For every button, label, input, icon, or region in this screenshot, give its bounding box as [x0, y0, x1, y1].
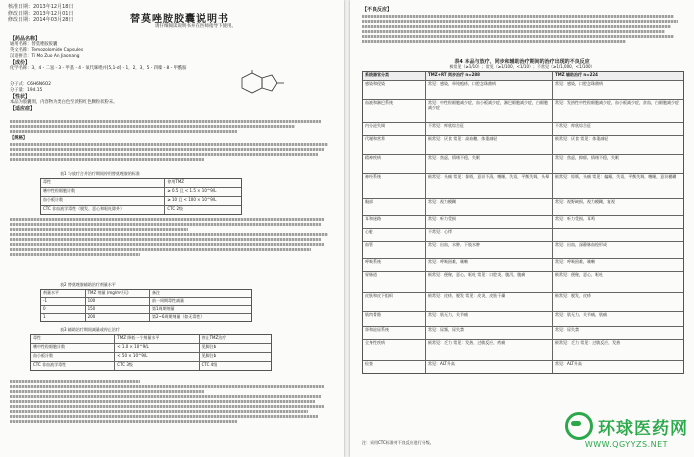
- document-title: 替莫唑胺胶囊说明书: [130, 14, 229, 25]
- table-cell: 嗜中性粒细胞计数: [31, 344, 115, 352]
- revision-date-line: 修改日期：2014年03月28日: [8, 17, 74, 23]
- reaction-cell: 常见：肌无力，关节痛: [426, 312, 553, 326]
- table-row: [363, 272, 683, 293]
- table-cell: 备注: [151, 290, 160, 295]
- approval-dates: [8, 4, 73, 24]
- organ-class-cell: 耳和迷路: [363, 216, 426, 228]
- organ-class-cell: 内分泌失调: [363, 123, 426, 135]
- table2-caption: 表2 替莫唑胺辅助治疗剂量水平: [60, 282, 116, 287]
- chemical-name: 化学名称：3，4 - 二氢 - 3 - 甲基 - 4 - 氧代咪唑并[5,1-d] - 1，2，3，5 - 四嗪 - 8 - 甲酰胺: [10, 66, 187, 71]
- organ-class-cell: 精神疾病: [363, 155, 426, 173]
- table-header-cell: TMZ+RT 同步治疗 n=288: [426, 72, 553, 80]
- reaction-cell: 常见：ALT升高: [426, 361, 553, 373]
- reaction-cell: 极常见：惊厥，头痛 常见：偏瘫，失语，平衡失调，嗜睡，意识模糊: [555, 174, 677, 179]
- organ-class-cell: 代谢和营养: [363, 136, 426, 154]
- reaction-cell: 常见：呼吸困难，咳嗽: [426, 259, 553, 271]
- table-row: [363, 174, 683, 199]
- table-cell: 1: [41, 314, 86, 321]
- organ-class-cell: 眼部: [363, 199, 426, 215]
- table-row: [363, 216, 683, 229]
- section-heading: 【规格】: [10, 136, 28, 141]
- table-cell: < 1.0 × 10^9/L: [115, 344, 199, 352]
- organ-class-cell: 呼吸系统: [363, 259, 426, 271]
- table-row: [41, 188, 241, 197]
- revision-date-line: 修改日期：2013年12月01日: [8, 10, 74, 17]
- table-cell: TMZ 降低一个剂量水平: [115, 335, 199, 343]
- table-cell: 第2~6周期剂量（如无毒性）: [151, 314, 205, 319]
- table-row: [363, 312, 683, 327]
- section-heading: 【不良反应】: [362, 7, 393, 13]
- reaction-cell: 常见：尿失禁: [555, 327, 579, 332]
- reaction-cell: 常见：听力受损: [426, 216, 553, 228]
- table-row: [41, 314, 251, 321]
- reaction-cell: 极常见：脱发，皮疹: [555, 293, 591, 298]
- table-cell: TMZ 剂量 (mg/m²/天): [86, 290, 150, 297]
- reaction-cell: 极常见：乏力 常见：过敏反应，发热: [555, 340, 621, 345]
- table-cell: -1: [41, 298, 86, 305]
- table-cell: CTC 非血液学毒性: [31, 362, 115, 370]
- organ-class-cell: 神经系统: [363, 174, 426, 198]
- organ-class-cell: 肌肉骨骼: [363, 312, 426, 326]
- table-cell: 0: [41, 306, 86, 313]
- organ-class-cell: 肾和泌尿系统: [363, 327, 426, 339]
- reaction-cell: [553, 229, 681, 241]
- table-row: [41, 197, 241, 206]
- table-cell: 血小板计数: [41, 197, 165, 205]
- table-row: [363, 327, 683, 340]
- table3-caption: 表3 辅助治疗期间减量或停止治疗: [60, 327, 120, 332]
- table-cell: CTC 4级: [201, 362, 218, 367]
- table-cell: CTC 2级: [167, 206, 183, 211]
- formula-section: [10, 82, 210, 112]
- properties-text: 本品为胶囊剂，内容物为类白色至淡粉红色颗粒状粉末。: [10, 100, 118, 105]
- organ-class-cell: 血管: [363, 242, 426, 258]
- table-row: [41, 206, 241, 214]
- adverse-reactions-table: [362, 71, 684, 374]
- table-cell: 嗜中性粒细胞计数: [41, 188, 165, 196]
- table-row: [363, 229, 683, 242]
- table-row: [41, 306, 251, 314]
- reaction-cell: 常见：中性粒细胞减少症，血小板减少症，淋巴细胞减少症，白细胞减少症: [426, 100, 553, 122]
- molecular-weight: 分子量：194.15: [10, 88, 43, 93]
- pinyin-name: 汉语拼音：Ti Mo Zuo An Jiaonang: [10, 54, 80, 59]
- table-row: [31, 335, 271, 344]
- table-cell: ≥ 0.5 且 < 1.5 × 10^9/L: [167, 188, 217, 193]
- table-row: [31, 353, 271, 362]
- generic-name: 通用名称：替莫唑胺胶囊: [10, 42, 58, 47]
- body-text: [10, 118, 334, 163]
- reaction-cell: 极常见：皮疹，脱发 常见：皮炎，皮肤干燥: [426, 293, 553, 311]
- table-row: [363, 361, 683, 373]
- reaction-cell: 常见：视野缺损，视力模糊，复视: [555, 199, 615, 204]
- organ-class-cell: 全身性疾病: [363, 340, 426, 360]
- reaction-cell: 极常见：厌食 常见：体重减轻: [555, 136, 609, 141]
- table2: [40, 289, 252, 322]
- molecular-formula: 分子式：C6H6N6O2: [10, 82, 51, 87]
- table-row: [363, 100, 683, 123]
- table3: [30, 334, 272, 371]
- table-cell: 毒性: [41, 179, 165, 187]
- table-cell: < 50 × 10^9/L: [115, 353, 199, 361]
- section-heading: 【成份】: [10, 60, 31, 66]
- table-cell: ≥ 10 且 < 100 × 10^9/L: [167, 197, 217, 202]
- organ-class-cell: 胃肠道: [363, 272, 426, 292]
- watermark-name: 环球医药网: [598, 418, 688, 439]
- table-cell: 剂量水平: [41, 290, 86, 297]
- table-cell: CTC 非血液学毒性（脱发、恶心和呕吐除外）: [41, 206, 165, 214]
- reaction-cell: 极常见：厌食 常见：高血糖，体重减轻: [426, 136, 553, 154]
- table-row: [363, 242, 683, 259]
- reaction-cell: 常见：视力模糊: [426, 199, 553, 215]
- drug-name-section: [10, 36, 230, 72]
- structural-formula: [232, 70, 288, 98]
- table-cell: 血小板计数: [31, 353, 115, 361]
- adverse-table-subtitle: 极常见（≥1/10）；常见（≥1/100，<1/10）；不常见（≥1/1,000，<1/100）: [449, 64, 595, 69]
- reaction-cell: 常见：肌无力，关节痛，肌痛: [555, 312, 607, 317]
- table-row: [363, 81, 683, 100]
- table-row: [41, 298, 251, 306]
- table-cell: 见脚注b: [201, 353, 217, 358]
- table-cell: 毒性: [31, 335, 115, 343]
- table-cell: 第1周期剂量: [151, 306, 175, 311]
- organ-class-cell: 皮肤和皮下组织: [363, 293, 426, 311]
- table-cell: 停用TMZ: [167, 179, 185, 184]
- reaction-cell: 常见：感染，单纯疱疹，口腔念珠菌病: [426, 81, 553, 99]
- section-heading: 【性状】: [10, 94, 31, 100]
- section-heading: 【适应症】: [10, 106, 36, 112]
- table-row: [31, 344, 271, 353]
- table-cell: 150: [86, 306, 150, 313]
- table-cell: 200: [86, 314, 150, 321]
- left-page: [0, 0, 344, 457]
- body-text: [10, 378, 334, 425]
- reaction-cell: 极常见：乏力 常见：发热，过敏反应，疼痛: [426, 340, 553, 360]
- table-row: [363, 340, 683, 361]
- reaction-cell: 常见：焦虑，抑郁，情绪不稳，失眠: [555, 155, 619, 160]
- watermark-url: WWW.QGYYZS.NET: [584, 440, 669, 449]
- table-cell: CTC 3级: [115, 362, 199, 370]
- english-name: 英文名称：Temozolomide Capsules: [10, 48, 84, 53]
- table-row: [363, 259, 683, 272]
- reaction-cell: 不常见：库欣综合征: [555, 123, 591, 128]
- table-footnote: 注：采用CTC标准对不良反应进行分级。: [362, 440, 434, 445]
- reaction-cell: 不常见：库欣综合征: [426, 123, 553, 135]
- reaction-cell: 常见：听力受损，耳鸣: [555, 216, 595, 221]
- organ-class-cell: 检查: [363, 361, 426, 373]
- table-row: [41, 179, 241, 188]
- reaction-cell: 常见：呼吸困难，咳嗽: [555, 259, 595, 264]
- reaction-cell: 常见：感染，口腔念珠菌病: [555, 81, 603, 86]
- reaction-cell: 常见：焦虑，情绪不稳，失眠: [426, 155, 553, 173]
- reaction-cell: 极常见：便秘，恶心，呕吐 常见：口腔炎，腹泻，腹痛: [426, 272, 553, 292]
- organ-class-cell: 心脏: [363, 229, 426, 241]
- table-cell: 100: [86, 298, 150, 305]
- reaction-cell: 常见：尿频，尿失禁: [426, 327, 553, 339]
- watermark: [565, 412, 688, 449]
- organ-class-cell: 感染和侵染: [363, 81, 426, 99]
- organ-class-cell: 血液和淋巴系统: [363, 100, 426, 122]
- approval-date-line: 核准日期：2013年12月18日: [8, 4, 74, 10]
- table1-caption: 表1 与放疗合并治疗期间停用替莫唑胺的标准: [60, 171, 140, 176]
- reaction-cell: 极常见：便秘，恶心，呕吐: [555, 272, 603, 277]
- table-header-cell: TMZ 辅助治疗 n=224: [555, 72, 598, 77]
- globe-logo-icon: [565, 412, 593, 440]
- reaction-cell: 常见：出血，水肿，下肢水肿: [426, 242, 553, 258]
- document-subtitle: 请仔细阅读说明书并在医师指导下使用。: [155, 24, 236, 29]
- table-row: [363, 155, 683, 174]
- table-row: [363, 293, 683, 312]
- table-cell: 见脚注b: [201, 344, 217, 349]
- table-row: [31, 362, 271, 370]
- table-row: [363, 136, 683, 155]
- table-row: [363, 123, 683, 136]
- reaction-cell: 常见：出血，深静脉血栓形成: [555, 242, 607, 247]
- right-page: [350, 0, 694, 457]
- table-cell: 前一周期毒性减量: [151, 298, 184, 303]
- table1: [40, 178, 242, 215]
- table-header-cell: 系统器官分类: [363, 72, 426, 80]
- body-text: [362, 6, 684, 45]
- table-row: [41, 290, 251, 298]
- section-heading: 【药品名称】: [10, 36, 41, 42]
- reaction-cell: 极常见：头痛 常见：惊厥，意识不清，嗜睡，失语，平衡失调，头晕: [426, 174, 553, 198]
- table-row: [363, 199, 683, 216]
- table-header-row: [363, 72, 683, 81]
- body-text: [10, 216, 334, 258]
- adverse-table-title: 表4 本品与放疗、同步和辅助治疗期间的治疗出现的不良反应: [454, 59, 590, 65]
- reaction-cell: 不常见：心悸: [426, 229, 553, 241]
- reaction-cell: 常见：ALT升高: [555, 361, 582, 366]
- table-cell: 停止TMZ治疗: [201, 335, 227, 340]
- reaction-cell: 常见：发热性中性粒细胞减少症，血小板减少症，贫血，白细胞减少症: [555, 100, 679, 105]
